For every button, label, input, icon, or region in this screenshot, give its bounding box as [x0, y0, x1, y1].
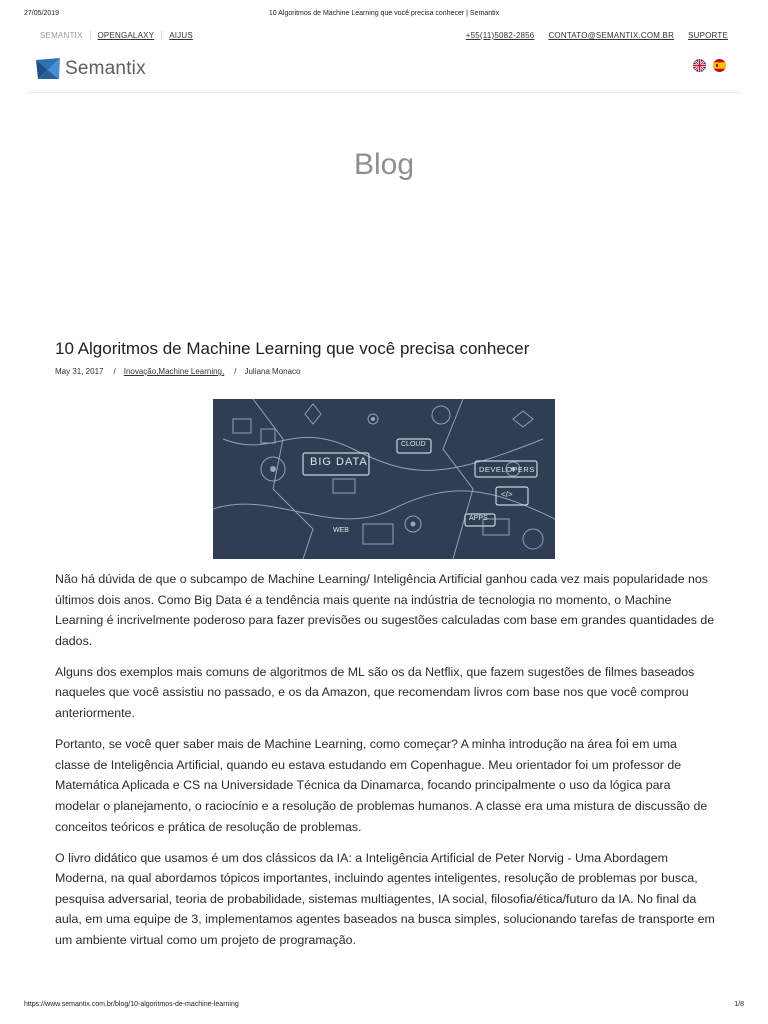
post-categories-link[interactable]: Inovação,Machine Learning,	[123, 367, 225, 376]
article-body	[55, 569, 715, 961]
print-page-number: 1/8	[734, 1001, 744, 1008]
opengalaxy-link[interactable]: OPENGALAXY	[97, 31, 155, 40]
meta-separator: /	[234, 367, 237, 376]
meta-separator: /	[113, 367, 116, 376]
article-paragraph: Portanto, se você quer saber mais de Machine Learning, como começar? A minha introdução na área foi em uma classe de Inteligência Artificial, quando eu estava estudando em Copenhague. Meu orientador foi um professor de Matemática Aplicada e CS na Universidade Técnica da Dinamarca, focando principalmente o uso da lógica para modelar o planejamento, o raciocínio e a resolução de problemas humanos. A classe era uma mistura de discussão de conceitos teóricos e prática de resolução de problemas.	[55, 737, 708, 834]
print-url: https://www.semantix.com.br/blog/10-algoritmos-de-machine-learning	[24, 1001, 239, 1008]
print-header	[0, 10, 768, 22]
blog-heading: Blog	[353, 148, 415, 181]
post-author: Juliana Monaco	[244, 367, 301, 376]
hero-label-web: WEB	[333, 527, 349, 534]
hero-label-code: </>	[501, 490, 513, 499]
hero-label-cloud: CLOUD	[401, 441, 426, 448]
post-date: May 31, 2017	[55, 367, 104, 376]
post-title: 10 Algoritmos de Machine Learning que você precisa conhecer	[55, 339, 530, 358]
divider	[161, 31, 162, 40]
aijus-link[interactable]: AIJUS	[169, 31, 193, 40]
print-page-title: 10 Algoritmos de Machine Learning que você precisa conhecer | Semantix	[268, 10, 500, 17]
hero-label-developers: DEVELOPERS	[479, 465, 535, 474]
email-link[interactable]: CONTATO@SEMANTIX.COM.BR	[548, 31, 675, 40]
divider	[90, 31, 91, 40]
article-paragraph: Não há dúvida de que o subcampo de Machine Learning/ Inteligência Artificial ganhou cada vez mais popularidade nos últimos dois anos. Como Big Data é a tendência mais quente na indústria de tecnologia no momento, o Machine Learning é incrivelmente poderoso para fazer previsões ou sugestões calculadas com base em grandes quantidades de dados.	[55, 572, 715, 648]
english-flag-icon[interactable]	[693, 59, 706, 72]
top-bar-left-links	[40, 31, 193, 40]
hero-label-big-data: BIG DATA	[310, 456, 368, 468]
language-switcher	[686, 59, 726, 72]
top-bar	[40, 31, 728, 43]
semantix-logo[interactable]	[35, 57, 146, 81]
phone-link[interactable]: +55(11)5082-2856	[465, 31, 535, 40]
print-footer	[0, 1001, 768, 1013]
spanish-flag-icon[interactable]	[713, 59, 726, 72]
site-header	[26, 52, 742, 93]
print-date: 27/05/2019	[24, 10, 60, 17]
article-paragraph: O livro didático que usamos é um dos clássicos da IA: a Inteligência Artificial de Peter Norvig - Uma Abordagem Moderna, na qual abordamos tópicos importantes, incluindo agentes inteligentes, resolução de problemas por busca, pesquisa adversarial, teoria de probabilidade, sistemas multiagentes, IA social, filosofia/ética/futuro da IA. No final da aula, em uma equipe de 3, implementamos agentes baseados na busca simples, solucionando tarefas de transporte em um ambiente virtual como um projeto de programação.	[55, 850, 715, 947]
semantix-link[interactable]: SEMANTIX	[40, 31, 83, 40]
support-link[interactable]: SUPORTE	[688, 31, 728, 40]
hero-label-apps: APPS	[469, 515, 488, 522]
tech-doodle-illustration	[213, 399, 555, 559]
semantix-logo-icon	[35, 57, 61, 81]
top-bar-right-links	[452, 31, 728, 40]
logo-text: Semantix	[65, 58, 146, 79]
post-hero-image	[213, 399, 555, 559]
post-meta	[55, 367, 301, 376]
article-paragraph: Alguns dos exemplos mais comuns de algoritmos de ML são os da Netflix, que fazem sugestões de filmes baseados naqueles que você assistiu no passado, e os da Amazon, que recomendam livros com base nos que você comprou anteriormente.	[55, 664, 695, 721]
